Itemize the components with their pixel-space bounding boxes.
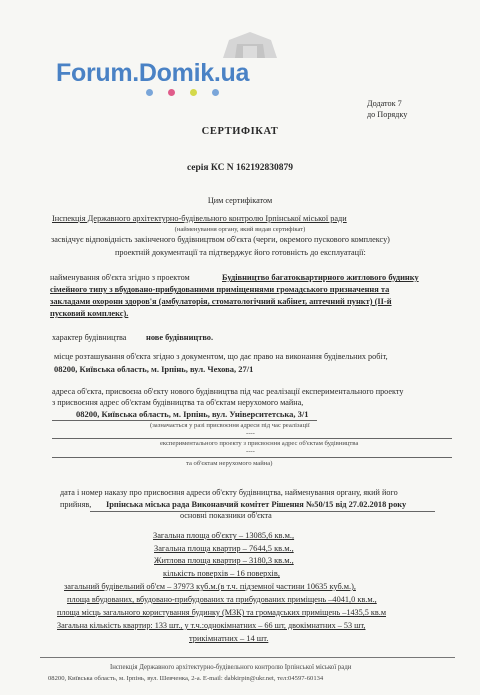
certifies-text: Цим сертифікатом: [207, 196, 273, 205]
object-value-2: сімейного типу з вбудовано-прибудованими приміщеннями громадського призначення та: [50, 285, 390, 294]
address-line2: з присвоєння адрес об'єктам будівництва та об'єктам нерухомого майна,: [52, 398, 304, 407]
statement-line1: засвідчує відповідність закінченого будівництвом об'єкта (черги, окремого пускового комплексу): [51, 235, 390, 244]
footer-line1: Інспекція Державного архітектурно-будівельного контролю Ірпінської міської ради: [110, 664, 352, 671]
annex-line1: Додаток 7: [367, 99, 402, 108]
order-line1: дата і номер наказу про присвоєння адреси об'єкту будівництва, найменування органу, який його: [60, 488, 398, 497]
annex-line2: до Порядку: [367, 110, 408, 120]
authority-name: Інспекція Державного архітектурно-будівельного контролю Ірпінської міської ради: [52, 214, 347, 223]
object-value-4: пусковий комплекс).: [50, 309, 129, 318]
address-rule1: [52, 438, 452, 439]
annex-note: [367, 98, 407, 120]
watermark-dot: [212, 89, 219, 96]
address-line1: адреса об'єкта, присвоєна об'єкту нового будівництва під час реалізації експериментального проекту: [52, 387, 404, 396]
order-prefix: прийняв,: [60, 500, 92, 509]
indicator-total-area: Загальна площа об'єкту – 13085,6 кв.м.,: [153, 531, 295, 540]
indicator-floors: кількість поверхів – 16 поверхів,: [163, 569, 280, 578]
location-label: місце розташування об'єкта згідно з документом, що дає право на виконання будівельних робіт,: [54, 352, 388, 361]
object-value-1: Будівництво багатоквартирного житлового будинку: [222, 273, 419, 282]
object-label: найменування об'єкта згідно з проектом: [50, 273, 190, 282]
location-value: 08200, Київська область, м. Ірпінь, вул. Чехова, 27/1: [54, 364, 254, 374]
address-value: 08200, Київська область, м. Ірпінь, вул. Університетська, 3/1: [76, 409, 309, 419]
page-title: СЕРТИФІКАТ: [201, 126, 279, 137]
watermark-text: Forum.Domik.ua: [56, 59, 250, 87]
address-dashes1: ----: [246, 430, 255, 437]
address-caption2: експериментального проекту з присвоєння адрес об'єктам будівництва: [160, 440, 359, 447]
authority-caption: (найменування органу, який видав сертифікат): [174, 226, 306, 233]
indicator-apartments-count: Загальна кількість квартир: 133 шт., у т.ч.:однокімнатних – 66 шт, двокімнатних – 53 шт,: [57, 621, 366, 630]
footer-line2: 08200, Київська область, м. Ірпінь, вул. Шевченка, 2-а. E-mail: dabkirpin@ukr.net, тел:04597-60134: [48, 675, 324, 682]
indicator-living-area: Житлова площа квартир – 3180,3 кв.м.,: [154, 556, 294, 565]
address-dashes2: ----: [246, 448, 255, 455]
certificate-series: серія КС N 162192830879: [186, 163, 294, 173]
watermark-dot: [168, 89, 175, 96]
order-suffix: основні показники об'єкта: [180, 511, 272, 520]
address-caption3: та об'єктам нерухомого майна): [186, 460, 273, 467]
indicator-three-room: трикімнатних – 14 шт.: [189, 634, 269, 643]
order-value: Ірпінська міська рада Виконавчий комітет Рішення №50/15 від 27.02.2018 року: [106, 500, 407, 509]
construction-label: характер будівництва: [52, 333, 127, 342]
indicator-built-in-area: площа вбудованих, вбудовано-прибудованих та прибудованих приміщень –4041,0 кв.м.,: [67, 595, 377, 604]
address-underline: [52, 420, 317, 421]
object-value-3: закладами охорони здоров'я (амбулаторія, стоматологічний кабінет, аптечний пункт) (II-й: [50, 297, 392, 306]
watermark-dot: [146, 89, 153, 96]
indicator-common-area: площа місць загального користування будинку (МЗК) та громадських приміщень –1435,5 кв.м: [57, 608, 387, 617]
construction-value: нове будівництво.: [146, 333, 214, 342]
footer-rule: [40, 657, 455, 658]
statement-line2: проектній документації та підтверджує його готовність до експлуатації:: [115, 248, 366, 257]
address-rule2: [52, 457, 452, 458]
indicator-apartments-area: Загальна площа квартир – 7644,5 кв.м.,: [154, 544, 294, 553]
indicator-volume: загальний будівельний об'єм – 37973 куб.м.(в т.ч. підземної частини 10635 куб.м.),: [64, 582, 356, 591]
address-caption1: (зазначається у разі присвоєння адреси під час реалізації: [150, 422, 310, 429]
watermark-dot: [190, 89, 197, 96]
